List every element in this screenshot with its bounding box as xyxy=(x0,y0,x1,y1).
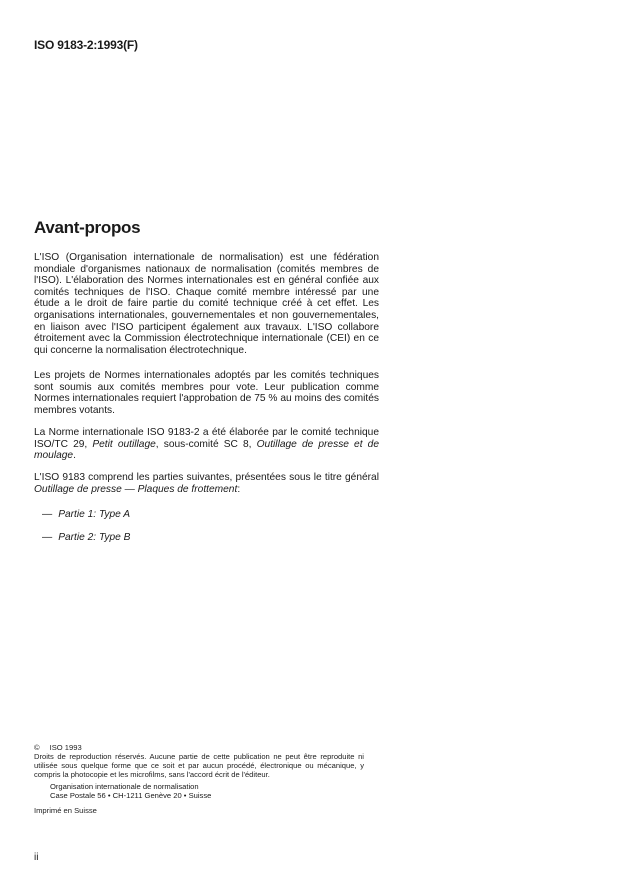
committee-text-a: La Norme internationale ISO 9183-2 a été élaborée par le comité technique ISO/TC 29, xyxy=(34,427,379,450)
committee-text-c: , sous-comité SC 8, xyxy=(155,438,257,450)
copyright-text: ISO 1993 xyxy=(49,743,82,752)
parts-text-c: : xyxy=(237,483,241,495)
page-number: ii xyxy=(34,852,39,863)
document-id-header: ISO 9183-2:1993(F) xyxy=(34,38,138,52)
list-item xyxy=(42,509,130,520)
list-dash: — xyxy=(42,509,53,520)
printed-in: Imprimé en Suisse xyxy=(34,806,97,815)
paragraph-parts xyxy=(34,472,379,495)
committee-tc-name: Petit outillage xyxy=(92,438,156,450)
parts-text-a: L'ISO 9183 comprend les parties suivantes, présentées sous le titre général xyxy=(34,472,379,483)
page-title: Avant-propos xyxy=(34,218,141,237)
organization-name: Organisation internationale de normalisation xyxy=(50,782,199,791)
organization-address: Case Postale 56 • CH-1211 Genève 20 • Suisse xyxy=(50,791,212,800)
copyright-symbol: © xyxy=(34,743,40,752)
list-item-label: Partie 1: Type A xyxy=(58,509,131,520)
rights-notice: Droits de reproduction réservés. Aucune partie de cette publication ne peut être reproduite ni utilisée sous quelque forme que ce soit et par aucun procédé, électronique ou mécanique, y compris la photocopie et les microfilms, sans l'accord écrit de l'éditeur. xyxy=(34,752,364,779)
parts-general-title: Outillage de presse — Plaques de frottement xyxy=(34,483,238,495)
list-item-label: Partie 2: Type B xyxy=(58,532,131,543)
committee-sc-name: Outillage de presse et de moulage xyxy=(34,438,379,462)
committee-text-e: . xyxy=(73,450,76,462)
copyright-line xyxy=(34,743,364,752)
organization-block xyxy=(50,782,211,800)
paragraph-iso-description: L'ISO (Organisation internationale de normalisation) est une fédération mondiale d'organismes nationaux de normalisation (comités membres de l'ISO). L'élaboration des Normes internationales est en général confiée aux comités techniques de l'ISO. Chaque comité membre intéressé par une étude a le droit de faire partie du comité technique créé à cet effet. Les organisations internationales, gouvernementales et non gouvernementales, en liaison avec l'ISO participent également aux travaux. L'ISO collabore étroitement avec la Commission électrotechnique internationale (CEI) en ce qui concerne la normalisation électrotechnique. xyxy=(34,252,379,356)
list-dash: — xyxy=(42,532,53,543)
paragraph-committee xyxy=(34,427,379,462)
list-item xyxy=(42,532,130,543)
paragraph-voting: Les projets de Normes internationales adoptés par les comités techniques sont soumis aux comités membres pour vote. Leur publication comme Normes internationales requiert l'approbation de 75 % au moins des comités membres votants. xyxy=(34,370,379,416)
